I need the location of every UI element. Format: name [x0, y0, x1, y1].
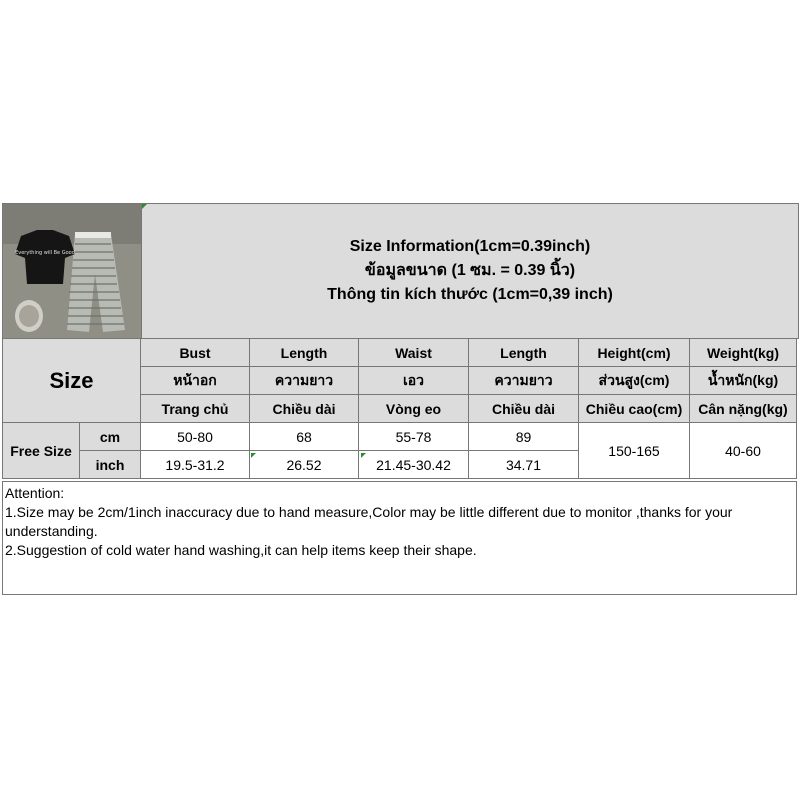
col-length2-vi: Chiều dài [469, 395, 579, 423]
row-label-free-size: Free Size [3, 423, 80, 479]
weight-value: 40-60 [690, 423, 797, 479]
inch-length2: 34.71 [469, 451, 579, 479]
col-length2-en: Length [469, 339, 579, 367]
cm-length2: 89 [469, 423, 579, 451]
title-thai: ข้อมูลขนาด (1 ซม. = 0.39 นิ้ว) [364, 262, 576, 279]
height-value: 150-165 [579, 423, 690, 479]
size-info-banner [141, 203, 799, 339]
col-weight-th: น้ำหนัก(kg) [690, 367, 797, 395]
col-waist-th: เอว [359, 367, 469, 395]
outfit-illustration [3, 204, 141, 338]
product-photo [2, 203, 142, 339]
title-english: Size Information(1cm=0.39inch) [349, 238, 591, 255]
col-height-en: Height(cm) [579, 339, 690, 367]
cell-marker [142, 204, 147, 209]
notes-title: Attention: [5, 485, 65, 501]
inch-waist: 21.45-30.42 [359, 451, 469, 479]
col-length2-th: ความยาว [469, 367, 579, 395]
inch-length: 26.52 [250, 451, 359, 479]
col-bust-en: Bust [141, 339, 250, 367]
cell-marker [251, 453, 256, 458]
unit-inch: inch [80, 451, 141, 479]
col-weight-en: Weight(kg) [690, 339, 797, 367]
cm-waist: 55-78 [359, 423, 469, 451]
cm-bust: 50-80 [141, 423, 250, 451]
cm-length: 68 [250, 423, 359, 451]
notes-line-1: 1.Size may be 2cm/1inch inaccuracy due to hand measure,Color may be little different due to monitor ,thanks for your understanding. [5, 504, 733, 539]
inch-bust: 19.5-31.2 [141, 451, 250, 479]
col-height-vi: Chiều cao(cm) [579, 395, 690, 423]
size-table [2, 338, 797, 479]
col-waist-vi: Vòng eo [359, 395, 469, 423]
title-vietnamese: Thông tin kích thước (1cm=0,39 inch) [327, 286, 613, 303]
col-bust-vi: Trang chủ [141, 395, 250, 423]
col-length-en: Length [250, 339, 359, 367]
col-length-vi: Chiều dài [250, 395, 359, 423]
col-length-th: ความยาว [250, 367, 359, 395]
shirt-print-text: Everything will Be Good [15, 250, 75, 256]
attention-notes [2, 481, 797, 595]
size-header: Size [3, 339, 141, 423]
notes-line-2: 2.Suggestion of cold water hand washing,it can help items keep their shape. [5, 542, 477, 558]
cell-marker [361, 453, 366, 458]
col-waist-en: Waist [359, 339, 469, 367]
col-weight-vi: Cân nặng(kg) [690, 395, 797, 423]
col-height-th: ส่วนสูง(cm) [579, 367, 690, 395]
unit-cm: cm [80, 423, 141, 451]
col-bust-th: หน้าอก [141, 367, 250, 395]
